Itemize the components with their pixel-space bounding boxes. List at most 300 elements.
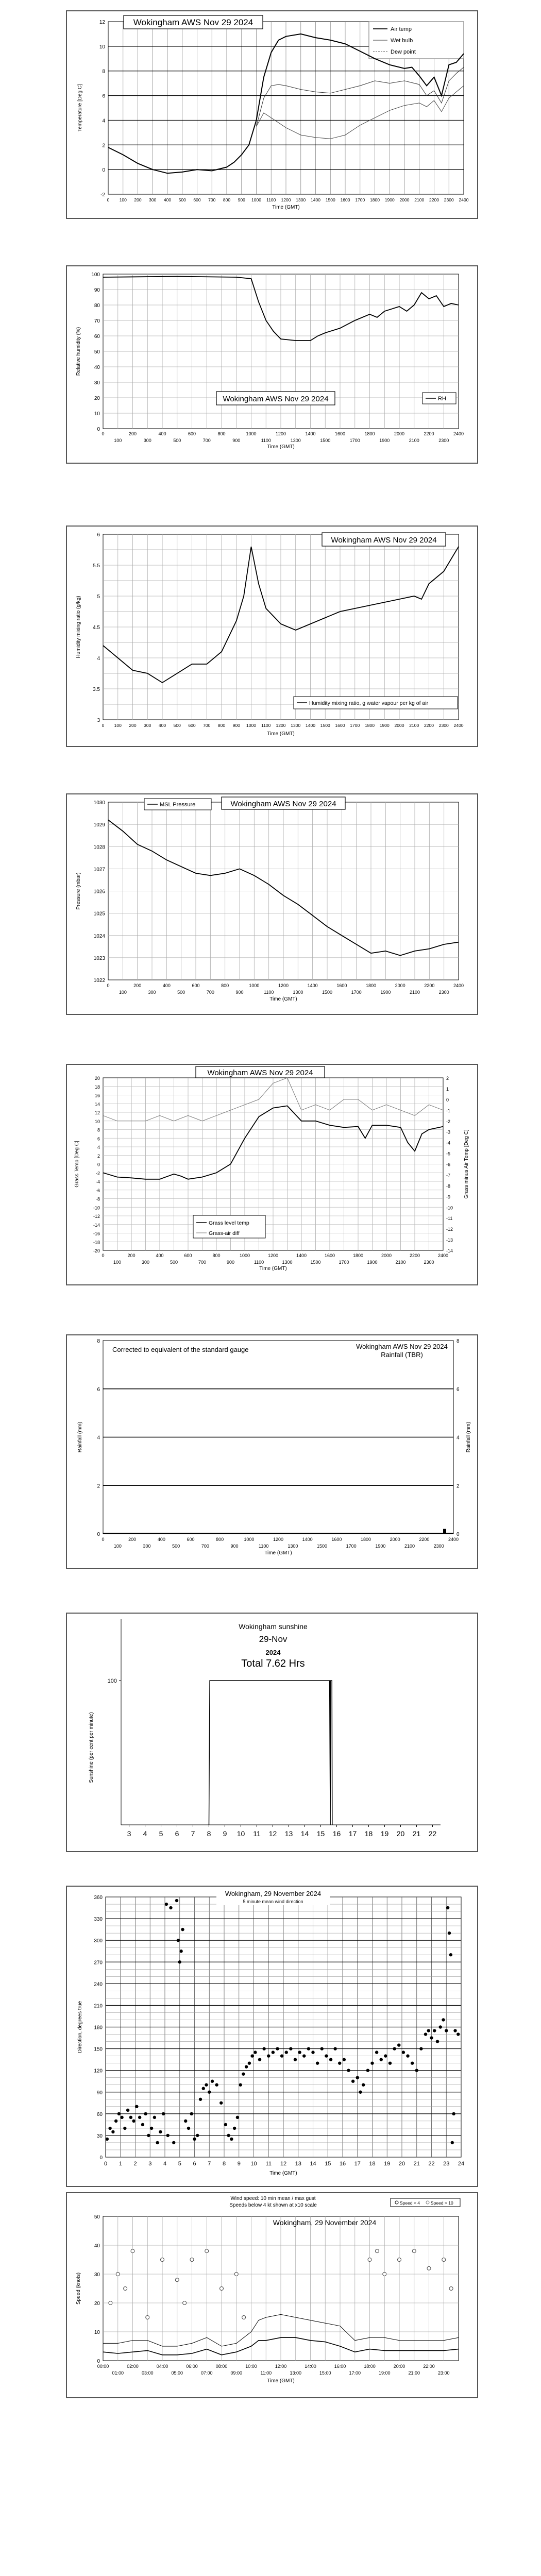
y-tick-label: 20: [94, 1076, 100, 1081]
y-tick-label: 0: [97, 1532, 100, 1537]
x-tick-label: 400: [156, 1253, 164, 1258]
chart-total: Total 7.62 Hrs: [241, 1658, 305, 1669]
chart-subtitle: 5 minute mean wind direction: [243, 1899, 303, 1904]
y-tick-label: 0: [97, 427, 100, 432]
x-tick-label: 21: [412, 1829, 421, 1838]
rain-chart-panel: [66, 1334, 478, 1569]
y2-tick-label: 2: [457, 1483, 460, 1489]
x-tick-label: 23:00: [437, 2370, 450, 2376]
rh-chart-panel: [66, 265, 478, 464]
y-tick-label: 50: [94, 349, 100, 355]
x-tick-label: 10: [236, 1829, 245, 1838]
x-axis-label: Time (GMT): [264, 1550, 292, 1556]
y-tick-label: 30: [94, 2272, 100, 2278]
x-tick-label: 21: [413, 2161, 420, 2167]
x-tick-label: 1200: [267, 1253, 279, 1258]
x-tick-label: 5: [178, 2161, 181, 2167]
y-tick-label: 3.5: [93, 687, 100, 692]
y-tick-label: 330: [94, 1917, 103, 1923]
y-tick-label: 1023: [93, 955, 105, 961]
y-tick-label: 12: [99, 20, 105, 25]
y-tick-label: 6: [97, 1386, 100, 1393]
low-speed-point: [442, 2258, 446, 2262]
y-tick-label: 6: [97, 1136, 100, 1142]
y-tick-label: 14: [94, 1101, 100, 1107]
y2-tick-label: 2: [446, 1076, 449, 1081]
direction-point: [285, 2050, 288, 2054]
direction-point: [298, 2050, 301, 2054]
x-tick-label: 1800: [360, 1537, 371, 1542]
y-axis-label: Speed (knots): [76, 2272, 81, 2305]
x-tick-label: 1600: [335, 723, 345, 728]
x-tick-label: 700: [202, 438, 211, 443]
x-tick-label: 200: [134, 197, 142, 202]
low-speed-point: [109, 2301, 112, 2305]
x-tick-label: 100: [114, 723, 122, 728]
y-tick-label: 10: [94, 1118, 100, 1124]
y-tick-label: 16: [94, 1093, 100, 1098]
direction-point: [258, 2058, 261, 2061]
x-tick-label: 1500: [325, 197, 335, 202]
x-tick-label: 2300: [444, 197, 454, 202]
x-tick-label: 14: [310, 2161, 316, 2167]
x-tick-label: 02:00: [127, 2364, 139, 2369]
x-tick-label: 16: [339, 2161, 346, 2167]
x-tick-label: 18:00: [364, 2364, 376, 2369]
x-tick-label: 1300: [282, 1260, 293, 1265]
x-tick-label: 8: [222, 2161, 226, 2167]
y-tick-label: -10: [93, 1205, 100, 1211]
y-tick-label: 240: [94, 1981, 103, 1988]
chart-title: Wokingham AWS Nov 29 2024: [223, 395, 329, 403]
direction-point: [445, 2029, 448, 2032]
direction-point: [253, 2050, 257, 2054]
x-axis-label: Time (GMT): [272, 205, 300, 210]
direction-point: [175, 1899, 178, 1902]
x-axis-label: Time (GMT): [267, 731, 295, 737]
direction-point: [294, 2058, 297, 2061]
chart-year: 2024: [265, 1649, 281, 1656]
direction-point: [150, 2127, 153, 2130]
x-tick-label: 2: [133, 2161, 137, 2167]
y-tick-label: 2: [97, 1483, 100, 1489]
low-speed-point: [375, 2249, 379, 2253]
direction-point: [169, 1906, 172, 1909]
x-tick-label: 24: [458, 2161, 465, 2167]
x-tick-label: 1300: [290, 438, 301, 443]
x-tick-label: 9: [223, 1829, 227, 1838]
x-tick-label: 200: [133, 983, 142, 988]
x-tick-label: 600: [192, 983, 200, 988]
x-tick-label: 2200: [419, 1537, 430, 1542]
x-tick-label: 1700: [339, 1260, 349, 1265]
x-tick-label: 2000: [399, 197, 410, 202]
direction-point: [436, 2040, 439, 2043]
low-speed-point: [146, 2316, 149, 2319]
y2-tick-label: -10: [446, 1205, 453, 1211]
y-tick-label: 4: [97, 1435, 100, 1441]
y-tick-label: -6: [95, 1188, 100, 1193]
direction-point: [393, 2047, 396, 2050]
y-tick-label: -2: [95, 1171, 100, 1176]
x-tick-label: 200: [128, 1537, 137, 1542]
x-tick-label: 500: [177, 990, 185, 995]
x-tick-label: 700: [206, 990, 214, 995]
x-tick-label: 700: [208, 197, 216, 202]
y2-tick-label: -6: [446, 1162, 451, 1167]
x-tick-label: 1800: [370, 197, 380, 202]
direction-point: [233, 2127, 236, 2130]
direction-point: [402, 2050, 405, 2054]
x-tick-label: 600: [188, 431, 196, 436]
x-tick-label: 16:00: [334, 2364, 346, 2369]
x-tick-label: 19:00: [378, 2370, 391, 2376]
chart-title: Wokingham AWS Nov 29 2024: [133, 18, 253, 27]
direction-point: [219, 2102, 223, 2105]
direction-point: [250, 2054, 253, 2057]
x-tick-label: 1500: [320, 723, 330, 728]
direction-point: [144, 2112, 147, 2115]
chart-note: Speeds below 4 kt shown at x10 scale: [229, 2202, 317, 2208]
y2-tick-label: 1: [446, 1086, 449, 1092]
x-tick-label: 2400: [448, 1537, 459, 1542]
low-speed-point: [234, 2273, 238, 2276]
y2-tick-label: 0: [457, 1532, 460, 1537]
direction-point: [215, 2083, 218, 2087]
x-tick-label: 700: [203, 723, 211, 728]
x-tick-label: 900: [235, 990, 244, 995]
x-tick-label: 2300: [433, 1544, 444, 1549]
x-tick-label: 0: [107, 197, 110, 202]
direction-point: [153, 2116, 156, 2119]
y-tick-label: 10: [99, 44, 105, 50]
y2-tick-label: -13: [446, 1238, 453, 1243]
y-tick-label: 6: [102, 93, 105, 99]
x-tick-label: 00:00: [97, 2364, 109, 2369]
x-tick-label: 1: [119, 2161, 122, 2167]
direction-point: [276, 2047, 279, 2050]
x-tick-label: 900: [232, 438, 241, 443]
x-tick-label: 3: [127, 1829, 131, 1838]
x-tick-label: 1600: [340, 197, 350, 202]
direction-point: [248, 2061, 251, 2064]
x-tick-label: 05:00: [171, 2370, 183, 2376]
x-tick-label: 200: [129, 723, 137, 728]
x-tick-label: 16: [332, 1829, 341, 1838]
direction-point: [366, 2069, 369, 2072]
x-tick-label: 15: [316, 1829, 325, 1838]
direction-point: [117, 2112, 121, 2115]
y2-tick-label: -2: [446, 1118, 451, 1124]
y-axis-label: Relative humidity (%): [76, 327, 81, 376]
y-tick-label: 2: [102, 143, 105, 149]
direction-point: [224, 2123, 227, 2126]
x-tick-label: 1100: [253, 1260, 264, 1265]
x-tick-label: 1200: [275, 431, 286, 436]
x-tick-label: 1100: [263, 990, 274, 995]
wind-speed-chart: [67, 2193, 477, 2397]
y2-tick-label: 6: [457, 1386, 460, 1393]
direction-point: [179, 1950, 182, 1953]
y-tick-label: 12: [94, 1110, 100, 1115]
direction-point: [108, 2127, 111, 2130]
x-tick-label: 17: [348, 1829, 357, 1838]
x-tick-label: 2300: [438, 990, 449, 995]
direction-point: [424, 2032, 427, 2036]
direction-point: [419, 2047, 422, 2050]
direction-point: [193, 2138, 196, 2141]
direction-point: [325, 2054, 328, 2057]
rain-chart: [67, 1335, 477, 1568]
x-tick-label: 1000: [246, 723, 256, 728]
x-tick-label: 0: [107, 983, 110, 988]
y-tick-label: 1027: [93, 867, 105, 873]
direction-point: [111, 2130, 114, 2133]
x-tick-label: 300: [148, 990, 156, 995]
low-speed-point: [368, 2258, 371, 2262]
legend-label: Air temp: [391, 26, 412, 32]
x-tick-label: 700: [201, 1544, 209, 1549]
x-tick-label: 10: [250, 2161, 257, 2167]
x-tick-label: 900: [232, 723, 240, 728]
temperature-chart-panel: [66, 10, 478, 219]
direction-point: [187, 2127, 190, 2130]
x-tick-label: 0: [102, 1537, 105, 1542]
x-tick-label: 1700: [350, 723, 360, 728]
x-tick-label: 800: [223, 197, 231, 202]
y2-tick-label: -3: [446, 1129, 451, 1135]
x-tick-label: 100: [113, 1544, 122, 1549]
wind-speed-chart-panel: [66, 2192, 478, 2398]
x-tick-label: 500: [172, 1544, 180, 1549]
x-axis-label: Time (GMT): [259, 1266, 287, 1272]
low-speed-point: [398, 2258, 401, 2262]
direction-point: [439, 2025, 442, 2028]
y-tick-label: 70: [94, 318, 100, 324]
y2-tick-label: -5: [446, 1151, 451, 1157]
y-axis-label: Pressure (mbar): [76, 872, 81, 910]
y-tick-label: -2: [100, 192, 105, 198]
x-tick-label: 11: [265, 2161, 272, 2167]
y-tick-label: 8: [102, 69, 105, 75]
x-tick-label: 1600: [336, 983, 347, 988]
direction-point: [316, 2061, 319, 2064]
x-tick-label: 1800: [352, 1253, 364, 1258]
x-tick-label: 5: [159, 1829, 163, 1838]
y-tick-label: 18: [94, 1084, 100, 1090]
y2-tick-label: -7: [446, 1173, 451, 1178]
x-tick-label: 100: [119, 990, 127, 995]
direction-point: [411, 2061, 414, 2064]
y-tick-label: 1029: [93, 822, 105, 828]
legend-label: Grass-air diff: [209, 1230, 240, 1236]
x-tick-label: 8: [207, 1829, 211, 1838]
y-tick-label: 3: [97, 718, 100, 723]
x-tick-label: 21:00: [408, 2370, 420, 2376]
direction-point: [106, 2138, 109, 2141]
x-tick-label: 1700: [355, 197, 365, 202]
direction-point: [375, 2050, 378, 2054]
y-tick-label: 30: [94, 380, 100, 386]
wind-direction-chart: [67, 1887, 477, 2186]
y-tick-label: 10: [94, 2330, 100, 2335]
direction-point: [280, 2054, 283, 2057]
y2-tick-label: -1: [446, 1108, 451, 1113]
x-tick-label: 1100: [261, 723, 271, 728]
chart-title: Wokingham AWS Nov 29 2024: [356, 1343, 448, 1350]
x-tick-label: 11: [253, 1829, 261, 1838]
x-tick-label: 4: [163, 2161, 167, 2167]
y-tick-label: 1030: [93, 800, 105, 806]
x-tick-label: 1000: [246, 431, 257, 436]
x-tick-label: 2000: [395, 983, 405, 988]
x-tick-label: 800: [216, 1537, 224, 1542]
legend-swatch: [395, 2201, 398, 2204]
x-tick-label: 1400: [296, 1253, 307, 1258]
direction-point: [430, 2036, 433, 2039]
x-tick-label: 2300: [424, 1260, 434, 1265]
x-tick-label: 2100: [404, 1544, 415, 1549]
direction-point: [202, 2087, 205, 2090]
x-tick-label: 2100: [395, 1260, 406, 1265]
y-tick-label: -14: [93, 1222, 100, 1228]
direction-point: [370, 2061, 374, 2064]
legend-swatch: [426, 2201, 429, 2204]
low-speed-point: [427, 2266, 431, 2270]
direction-point: [123, 2127, 126, 2130]
y2-tick-label: -4: [446, 1140, 451, 1146]
x-tick-label: 2000: [381, 1253, 392, 1258]
y-axis-label: Temperature [Deg C]: [77, 84, 83, 132]
direction-point: [267, 2054, 270, 2057]
x-tick-label: 6: [175, 1829, 179, 1838]
y2-axis-label: Grass minus Air Temp [Deg C]: [464, 1129, 469, 1199]
x-tick-label: 17:00: [349, 2370, 361, 2376]
x-tick-label: 12: [268, 1829, 277, 1838]
x-tick-label: 1500: [322, 990, 333, 995]
x-tick-label: 600: [188, 723, 196, 728]
y-tick-label: 0: [102, 167, 105, 174]
rain-note: Corrected to equivalent of the standard gauge: [112, 1346, 249, 1353]
x-tick-label: 1900: [379, 438, 390, 443]
pressure-chart-panel: [66, 793, 478, 1015]
x-tick-label: 900: [238, 197, 245, 202]
x-tick-label: 22: [428, 2161, 435, 2167]
direction-point: [452, 2112, 455, 2115]
y-tick-label: 150: [94, 2046, 103, 2053]
x-tick-label: 100: [114, 438, 122, 443]
y-tick-label: 60: [94, 334, 100, 340]
x-tick-label: 1900: [380, 990, 391, 995]
x-tick-label: 1800: [365, 983, 377, 988]
x-tick-label: 1300: [296, 197, 306, 202]
x-tick-label: 13:00: [290, 2370, 302, 2376]
direction-point: [442, 2018, 445, 2021]
mixing-ratio-chart-panel: [66, 526, 478, 747]
x-tick-label: 1000: [239, 1253, 250, 1258]
y2-tick-label: -12: [446, 1227, 453, 1232]
x-tick-label: 6: [193, 2161, 196, 2167]
direction-point: [114, 2120, 117, 2123]
y-tick-label: 20: [94, 2301, 100, 2307]
y-tick-label: 4: [97, 1145, 100, 1150]
x-tick-label: 14: [300, 1829, 309, 1838]
y2-tick-label: -9: [446, 1194, 451, 1200]
direction-point: [138, 2116, 141, 2119]
direction-point: [120, 2116, 123, 2119]
y-tick-label: 1026: [93, 889, 105, 895]
direction-point: [135, 2105, 138, 2108]
x-tick-label: 2200: [424, 431, 434, 436]
y-tick-label: 10: [94, 411, 100, 417]
pressure-chart: [67, 794, 477, 1014]
x-axis-label: Time (GMT): [269, 996, 297, 1002]
x-axis-label: Time (GMT): [267, 2378, 295, 2384]
x-tick-label: 15: [325, 2161, 331, 2167]
y-tick-label: 5.5: [93, 563, 100, 569]
direction-point: [329, 2058, 332, 2061]
direction-point: [199, 2098, 202, 2101]
x-tick-label: 400: [157, 1537, 165, 1542]
direction-point: [208, 2091, 211, 2094]
x-tick-label: 15:00: [319, 2370, 331, 2376]
low-speed-point: [190, 2258, 194, 2262]
direction-point: [406, 2054, 409, 2057]
y-tick-label: 40: [94, 2243, 100, 2249]
x-tick-label: 1400: [302, 1537, 313, 1542]
y-tick-label: 20: [94, 396, 100, 401]
x-tick-label: 500: [173, 723, 181, 728]
y-tick-label: 2: [97, 1153, 100, 1159]
direction-point: [166, 2134, 170, 2137]
x-tick-label: 1700: [349, 438, 360, 443]
x-tick-label: 06:00: [186, 2364, 198, 2369]
direction-point: [141, 2123, 144, 2126]
x-tick-label: 1500: [320, 438, 331, 443]
x-tick-label: 2100: [409, 723, 419, 728]
y-tick-label: 180: [94, 2025, 103, 2031]
direction-point: [302, 2054, 306, 2057]
low-speed-point: [412, 2249, 416, 2253]
x-tick-label: 1300: [288, 1544, 298, 1549]
y-tick-label: 1022: [93, 978, 105, 984]
x-tick-label: 2100: [409, 990, 420, 995]
chart-note: Wind speed: 10 min mean / max gust: [230, 2196, 316, 2201]
x-tick-label: 01:00: [112, 2370, 124, 2376]
sunshine-line: [209, 1681, 332, 1825]
temperature-chart: [67, 11, 477, 218]
x-tick-label: 900: [230, 1544, 239, 1549]
direction-point: [211, 2080, 214, 2083]
y-tick-label: 8: [97, 1127, 100, 1133]
direction-point: [359, 2091, 362, 2094]
x-tick-label: 1900: [375, 1544, 386, 1549]
x-tick-label: 1400: [306, 723, 315, 728]
direction-point: [449, 1953, 452, 1956]
y-axis-label: Direction, degrees true: [77, 2001, 83, 2054]
direction-point: [320, 2047, 324, 2050]
direction-point: [239, 2083, 242, 2087]
y-tick-label: 1028: [93, 844, 105, 851]
x-tick-label: 2000: [394, 431, 405, 436]
low-speed-point: [449, 2287, 453, 2291]
x-tick-label: 20:00: [393, 2364, 405, 2369]
y-tick-label: 90: [96, 2090, 103, 2096]
low-speed-point: [175, 2278, 179, 2282]
direction-point: [343, 2058, 346, 2061]
rh-chart: [67, 266, 477, 463]
x-tick-label: 19: [384, 2161, 391, 2167]
